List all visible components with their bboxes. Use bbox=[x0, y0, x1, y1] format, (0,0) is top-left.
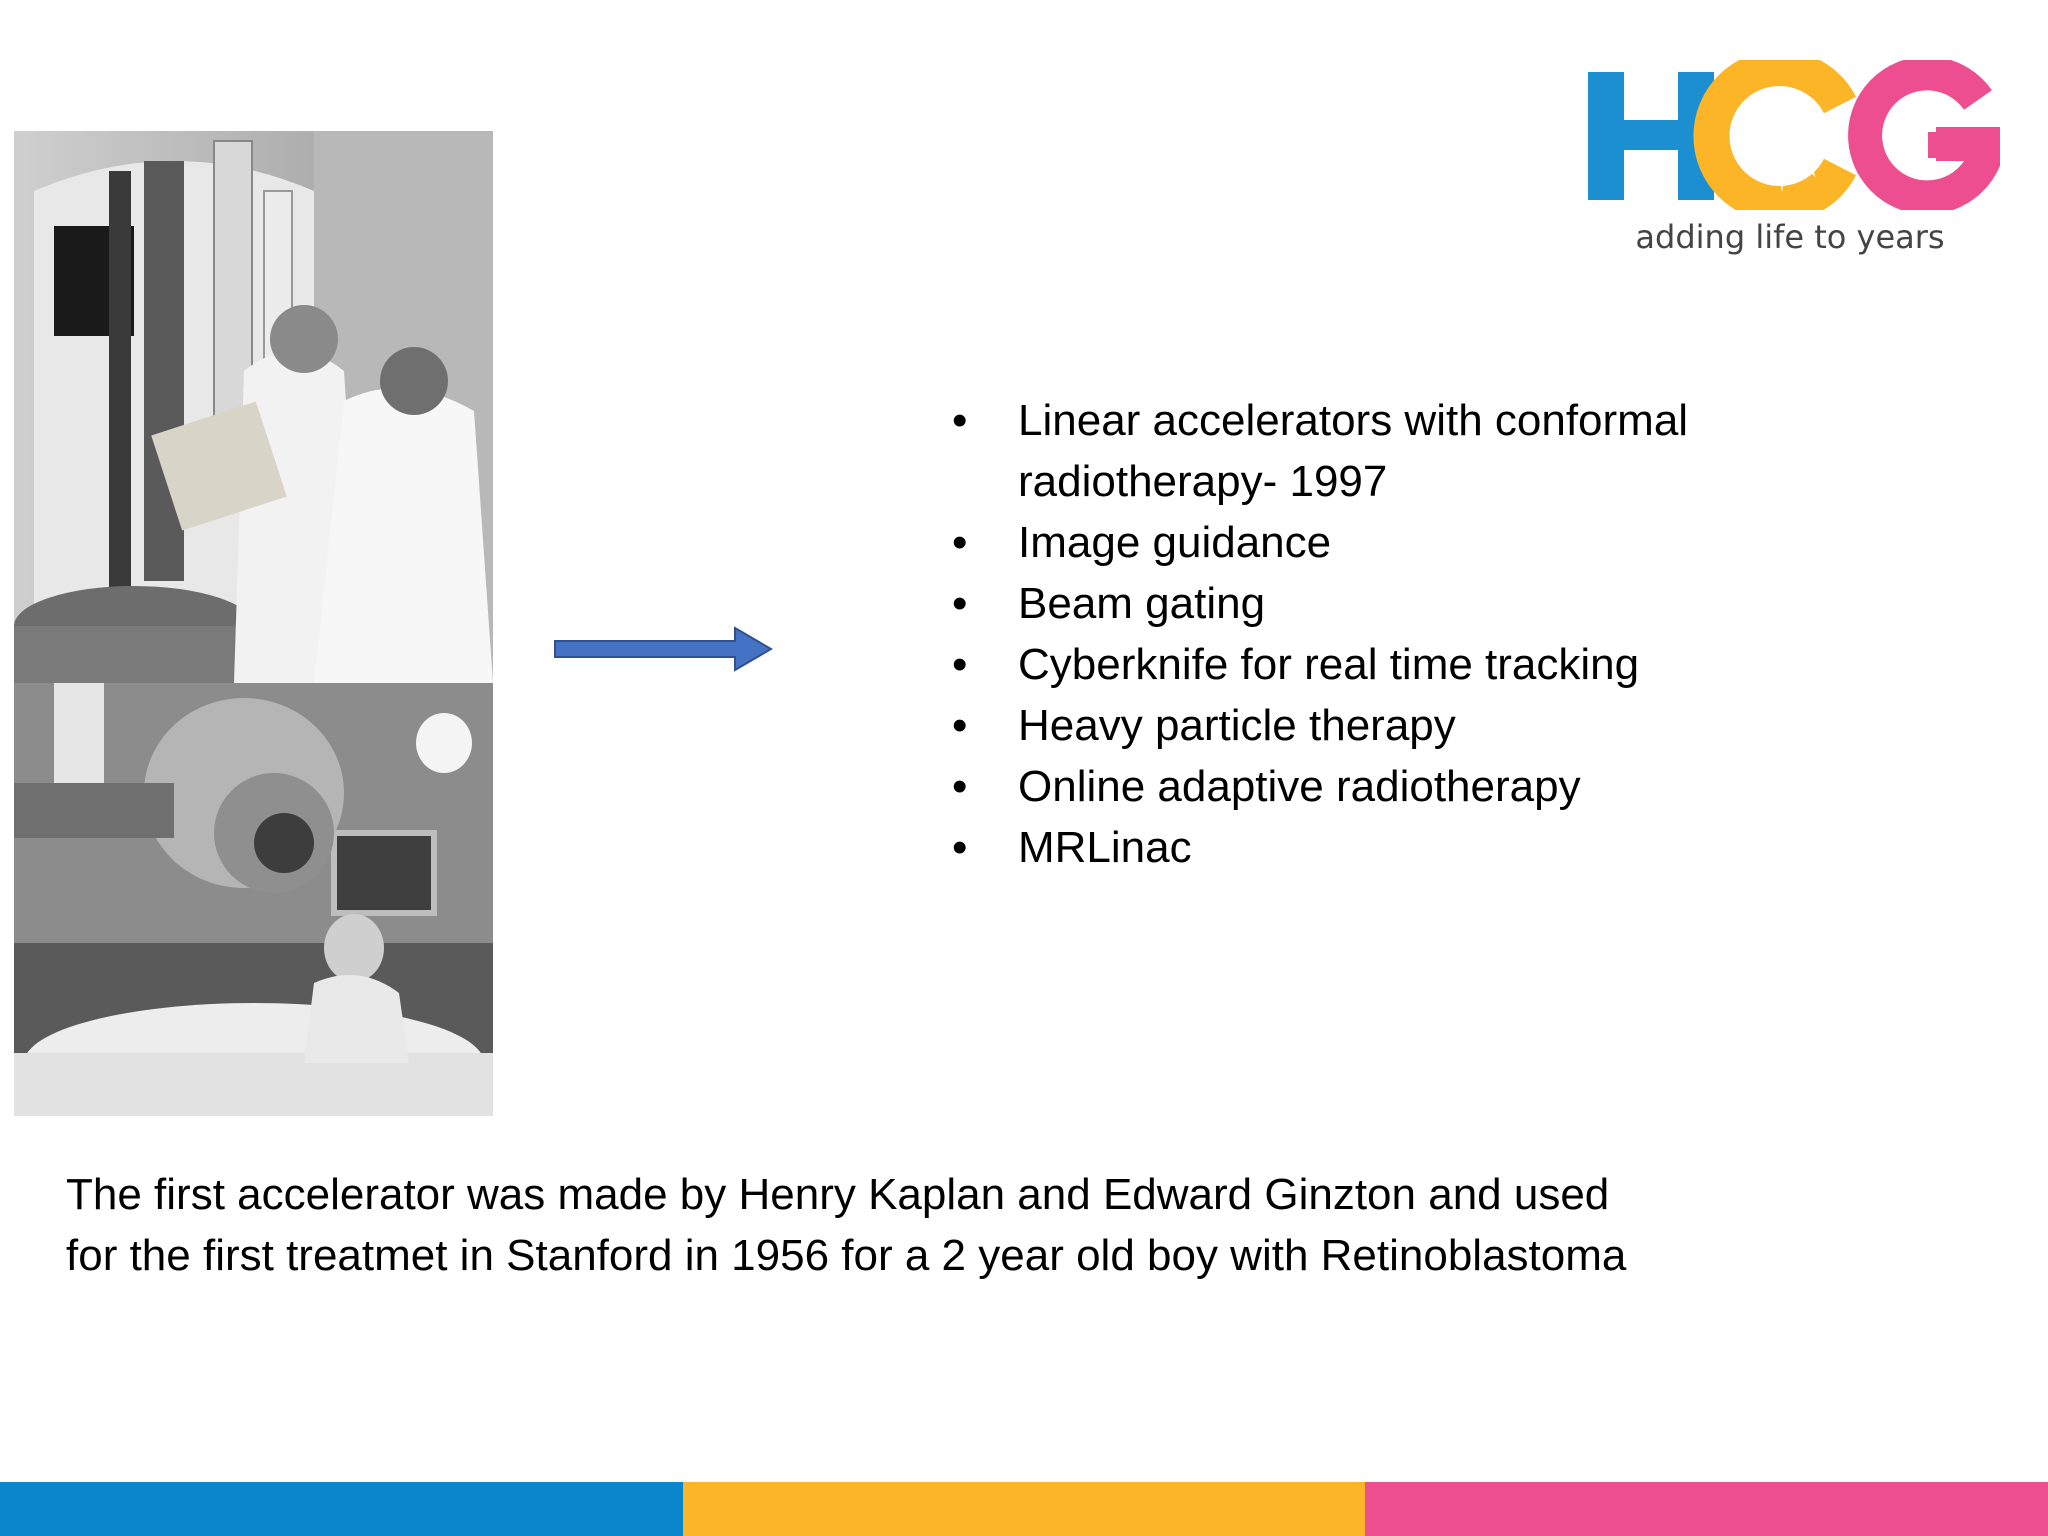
footer-bar-yellow bbox=[683, 1482, 1366, 1536]
footer-color-bar bbox=[0, 1482, 2048, 1536]
hcg-logo-mark bbox=[1580, 60, 2000, 210]
bullet-item: • Online adaptive radiotherapy bbox=[940, 756, 1700, 817]
bullet-item: • Beam gating bbox=[940, 573, 1700, 634]
technology-bullet-list bbox=[940, 390, 1700, 878]
historical-photo-physicians bbox=[14, 131, 493, 683]
right-arrow-icon bbox=[553, 626, 773, 677]
footer-bar-blue bbox=[0, 1482, 683, 1536]
bullet-item: • Heavy particle therapy bbox=[940, 695, 1700, 756]
bullet-item: • Linear accelerators with conformal radiotherapy- 1997 bbox=[940, 390, 1700, 512]
historical-photo-child-treatment bbox=[14, 683, 493, 1116]
logo-tagline: adding life to years bbox=[1635, 218, 1945, 256]
history-caption: The first accelerator was made by Henry Kaplan and Edward Ginzton and used for the first treatmet in Stanford in 1956 for a 2 year old boy with Retinoblastoma bbox=[66, 1170, 1627, 1280]
logo-letter-c-sun bbox=[1711, 68, 1840, 204]
hcg-logo bbox=[1580, 60, 2000, 260]
bullet-item: • Cyberknife for real time tracking bbox=[940, 634, 1700, 695]
bullet-item: • Image guidance bbox=[940, 512, 1700, 573]
footer-bar-pink bbox=[1365, 1482, 2048, 1536]
logo-letter-g bbox=[1865, 73, 1986, 197]
bullet-item: • MRLinac bbox=[940, 817, 1700, 878]
